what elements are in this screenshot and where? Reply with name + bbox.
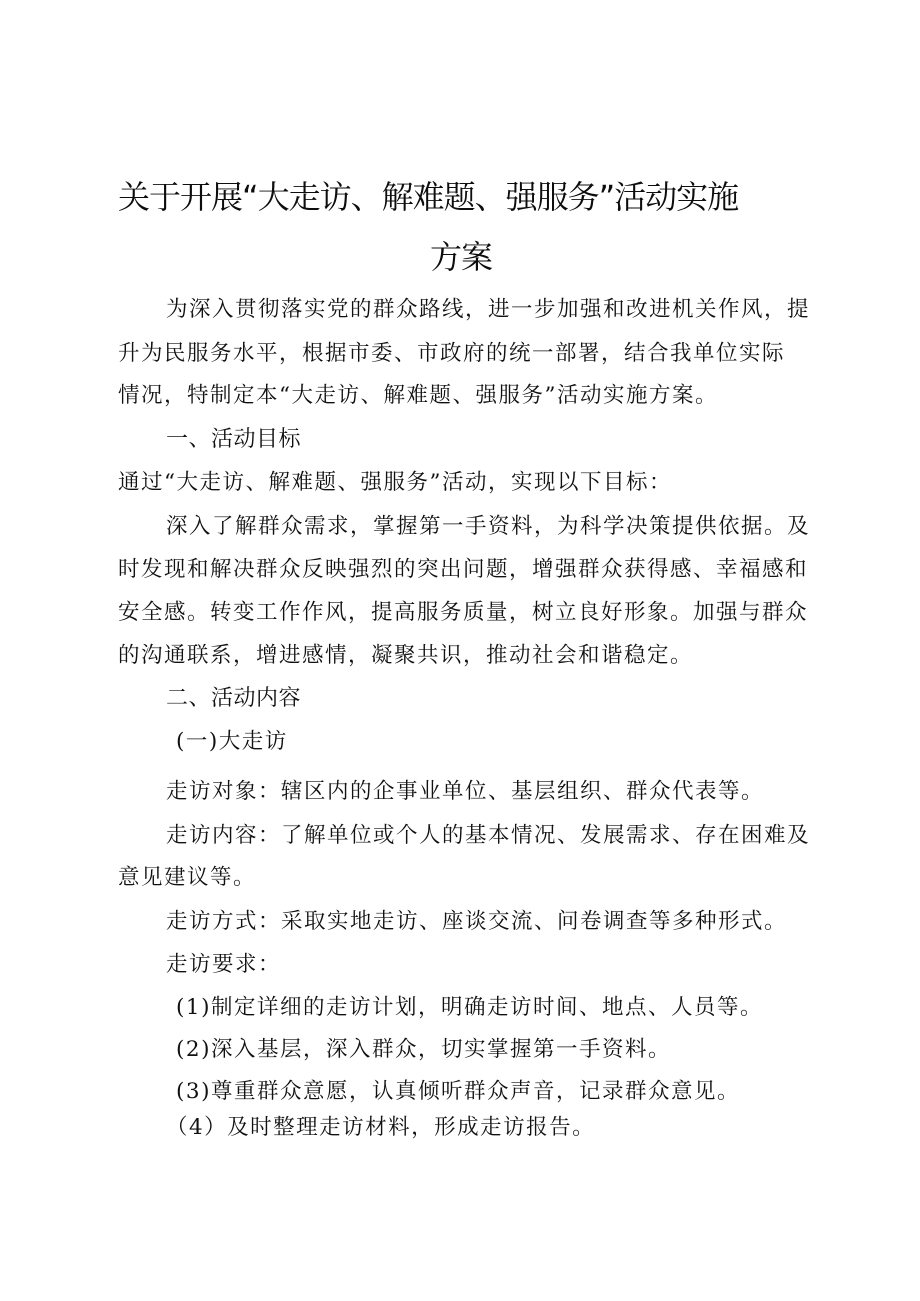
document-title-line-1: 关于开展“大走访、解难题、强服务”活动实施 [118,178,739,216]
section-1-body-line-1: 深入了解群众需求，掌握第一手资料，为科学决策提供依据。及 [166,514,811,539]
requirement-item-3: (3)尊重群众意愿，认真倾听群众声音，记录群众意见。 [176,1079,740,1104]
visit-targets: 走访对象：辖区内的企事业单位、基层组织、群众代表等。 [166,779,765,804]
visit-content-line-2: 意见建议等。 [118,865,257,890]
requirement-item-4: （4）及时整理走访材料，形成走访报告。 [166,1115,596,1140]
visit-requirements-label: 走访要求： [166,952,282,977]
section-1-body-line-3: 安全感。转变工作作风，提高服务质量，树立良好形象。加强与群众 [118,600,809,625]
section-1-heading: 一、活动目标 [166,427,302,452]
section-1-body-line-4: 的沟通联系，增进感情，凝聚共识，推动社会和谐稳定。 [118,643,694,668]
section-1-lead: 通过“大走访、解难题、强服务”活动，实现以下目标： [118,470,672,495]
intro-line-1: 为深入贯彻落实党的群众路线，进一步加强和改进机关作风，提 [166,297,811,322]
requirement-item-2: (2)深入基层，深入群众，切实掌握第一手资料。 [176,1037,671,1062]
intro-line-3: 情况，特制定本“大走访、解难题、强服务”活动实施方案。 [118,383,718,408]
visit-content-line-1: 走访内容：了解单位或个人的基本情况、发展需求、存在困难及 [166,823,811,848]
requirement-item-1: (1)制定详细的走访计划，明确走访时间、地点、人员等。 [176,995,763,1020]
section-1-body-line-2: 时发现和解决群众反映强烈的突出问题，增强群众获得感、幸福感和 [118,557,809,582]
subsection-1-heading: (一)大走访 [176,729,288,754]
document-title-line-2: 方案 [430,238,493,276]
section-2-heading: 二、活动内容 [166,686,302,711]
intro-line-2: 升为民服务水平，根据市委、市政府的统一部署，结合我单位实际 [118,341,786,366]
visit-method: 走访方式：采取实地走访、座谈交流、问卷调查等多种形式。 [166,909,788,934]
